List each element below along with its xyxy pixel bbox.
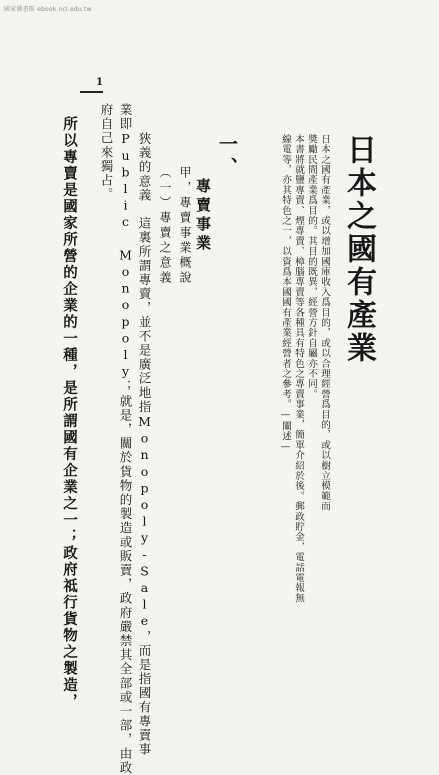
body-line-1: 狹義的意義 這裏所謂專賣，並不是廣泛地指Monopoly-Sale，而是指國有專賣事	[137, 132, 152, 757]
page-title: 日本之國有產業	[341, 134, 376, 365]
library-watermark: 國家圖書館 ebook.ncl.edu.tw	[4, 6, 92, 13]
page-number: 1	[96, 77, 103, 88]
subsection-heading: （一）專賣之意義	[158, 166, 172, 286]
body-line-3: 府自己來獨占。	[99, 103, 114, 202]
body-line-2: 業即Public Monopoly；就是，關於貨物的製造或販賣，政府嚴禁其全部或一部，由政	[118, 103, 133, 775]
chapter-number: 一、	[216, 134, 238, 180]
intro-note-line-3: 本書將就鹽專賣、煙專賣、樟腦專賣等各種具有特色之專賣事業，簡單介紹於後。郵政貯金，電話電報無	[293, 134, 304, 604]
main-text-line-1: 所以專賣是國家所營的企業的一種，是所謂國有企業之一；政府祗行貨物之製造，	[61, 116, 78, 710]
page-number-rule	[80, 91, 103, 93]
intro-note-line-1: 日本之國有產業，或以增加國庫收入爲目的，或以合理經營爲目的，或以樹立模範而	[319, 134, 330, 512]
intro-note-line-4: 線電等，亦其特色之一，以資爲本國國有產業經營者之參考。—闡述—	[280, 134, 291, 453]
chapter-title: 專賣事業	[194, 178, 212, 254]
intro-note-line-2: 獎勵民間產業爲目的。其目的既異，經營方針自屬亦不同。	[306, 134, 317, 400]
section-heading: 甲，專賣事業概說	[178, 166, 192, 286]
